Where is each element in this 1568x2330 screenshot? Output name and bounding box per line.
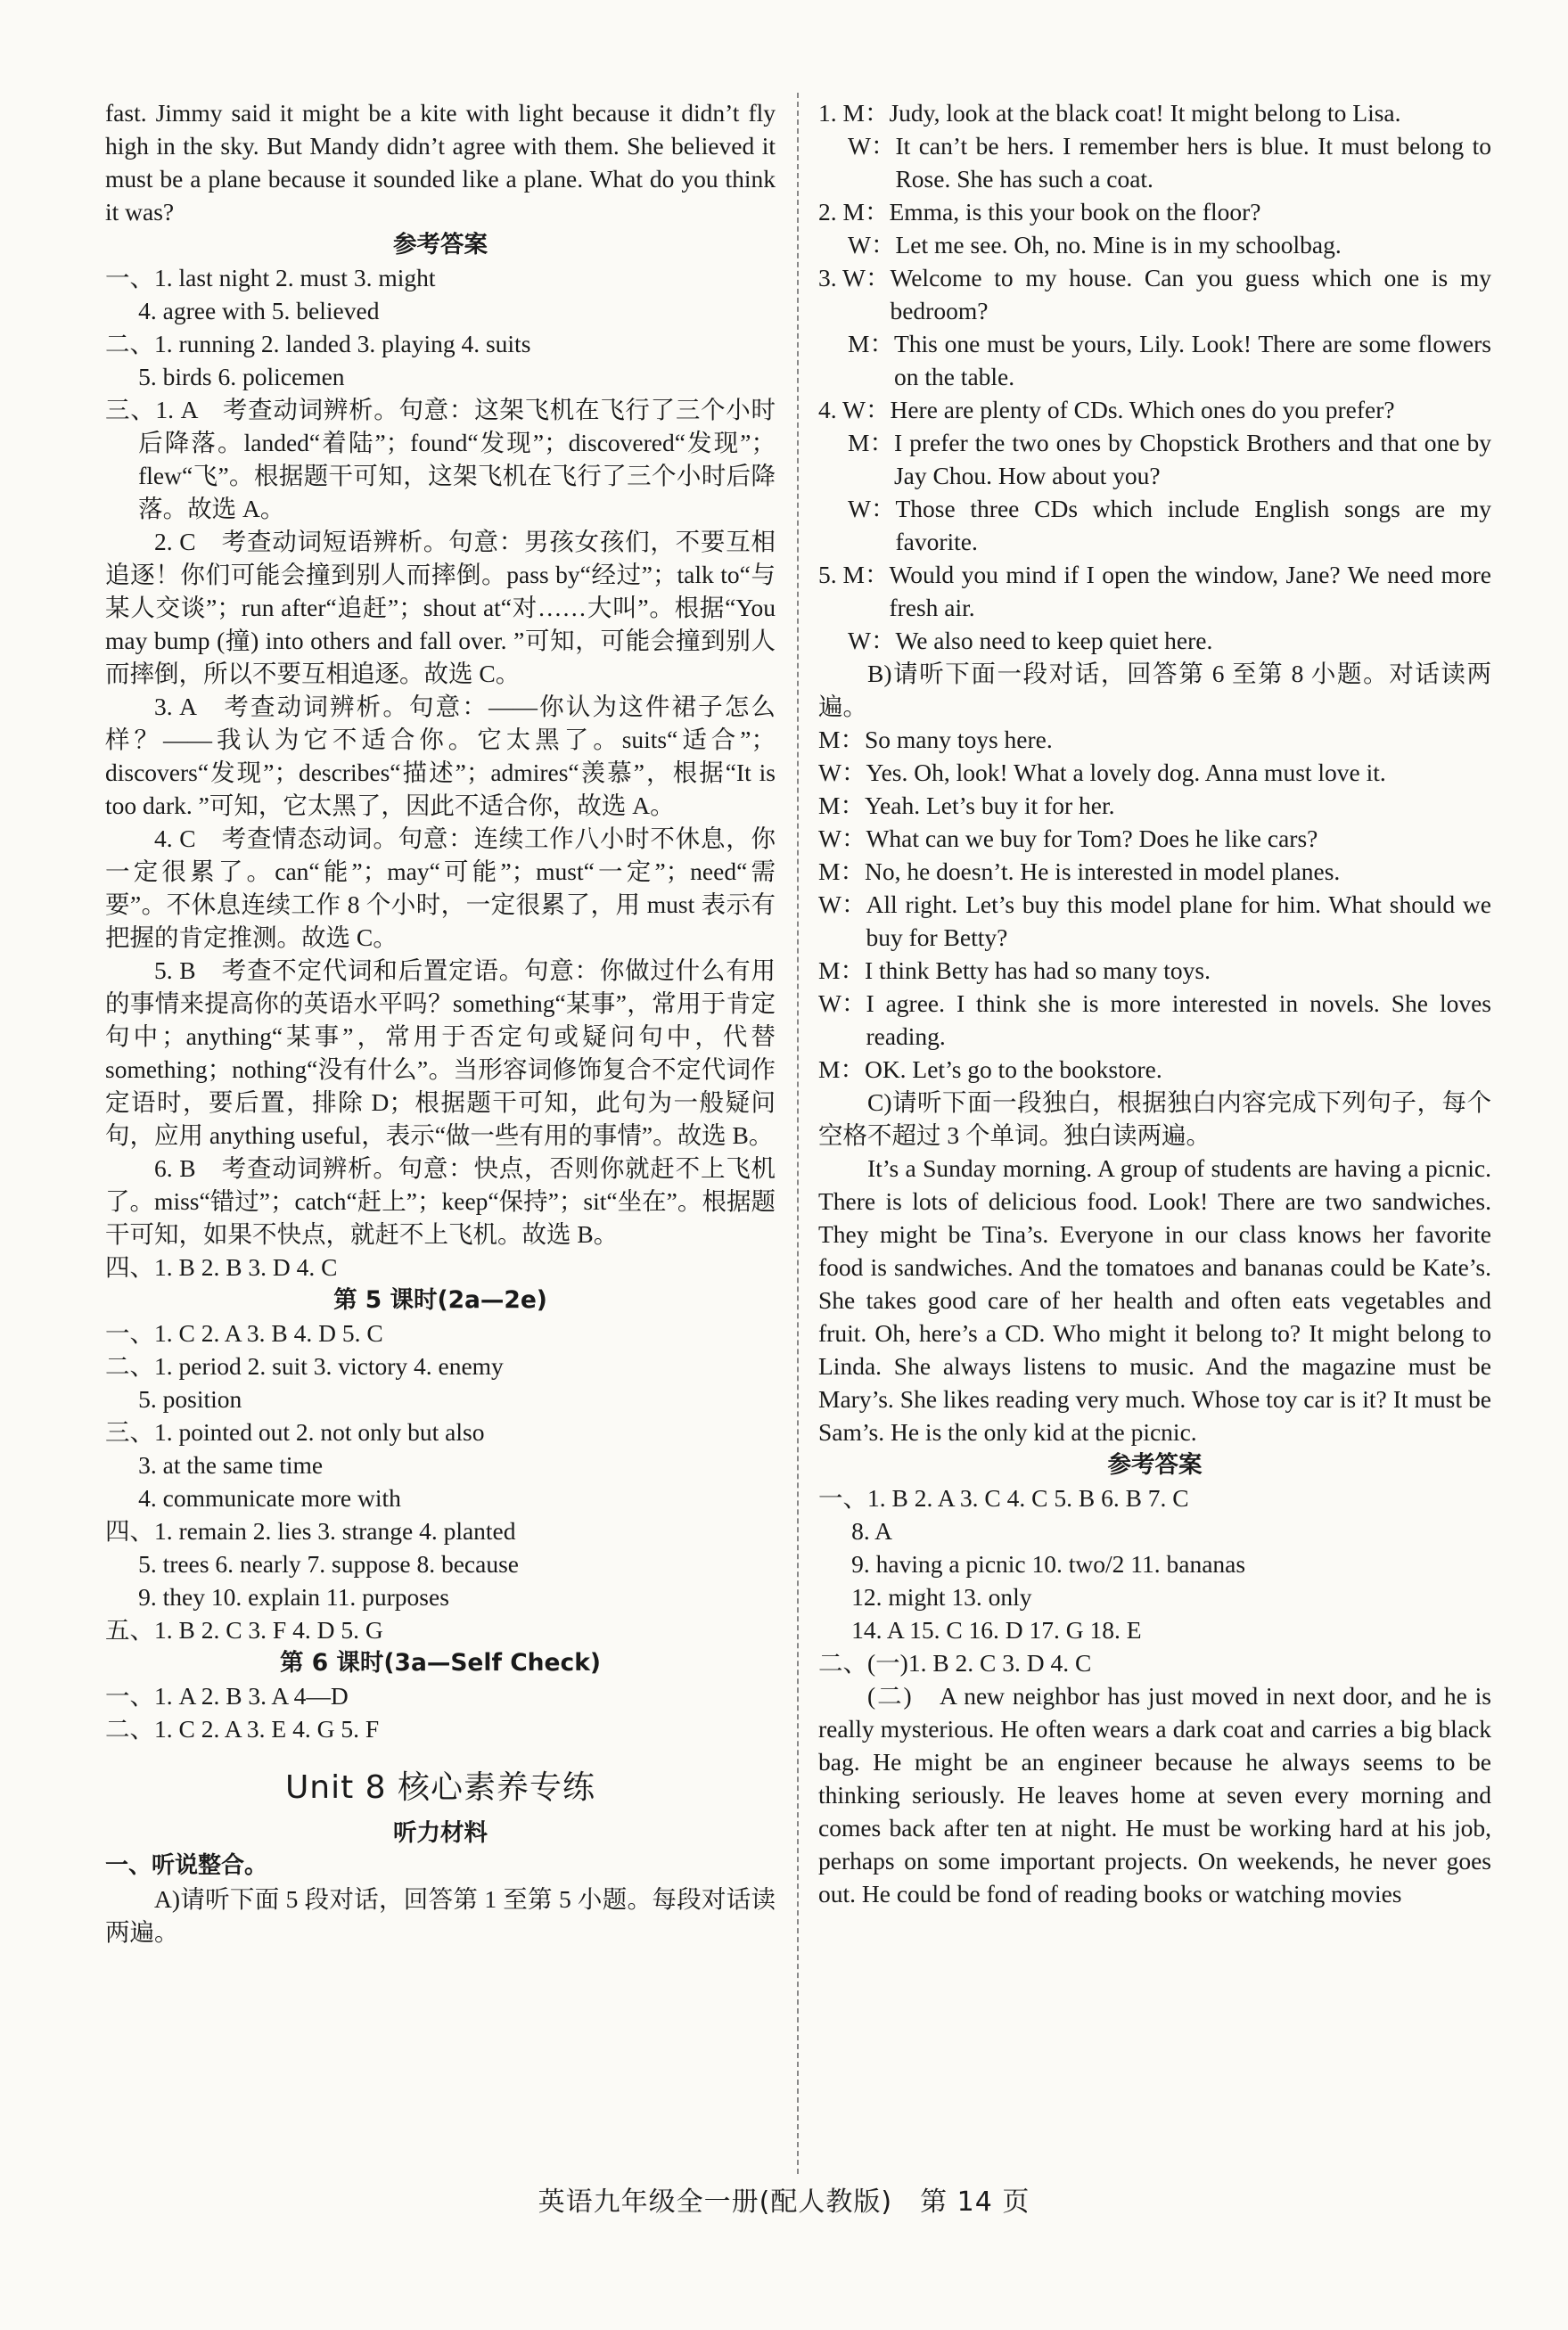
answer-line: 五、1. B 2. C 3. F 4. D 5. G (105, 1616, 383, 1644)
answer-line: 四、1. remain 2. lies 3. strange 4. planted (105, 1517, 516, 1545)
answer-line: 一、1. A 2. B 3. A 4—D (105, 1682, 349, 1710)
dialogue-line: M： No, he doesn’t. He is interested in model planes. (818, 857, 1341, 885)
dialogue-line: 4. W： Here are plenty of CDs. Which ones do you prefer? (818, 396, 1395, 423)
answer-line: 3. at the same time (138, 1451, 324, 1479)
answer-line: 一、1. B 2. A 3. C 4. C 5. B 6. B 7. C (818, 1484, 1189, 1512)
dialogue-line: M： I prefer the two ones by Chopstick Brothers and that one by Jay Chou. How about you? (848, 429, 1491, 489)
listening-heading: 听力材料 (393, 1819, 488, 1847)
dialogue-line: W： All right. Let’s buy this model plane for him. What should we buy for Betty? (818, 890, 1491, 951)
passage-ending: fast. Jimmy said it might be a kite with light because it didn’t fly high in the sky. But Mandy didn’t agree with them. She believed it must be a plane because it sounded like a plane. What do you think it was? (105, 99, 776, 226)
answer-line: 9. they 10. explain 11. purposes (138, 1583, 449, 1611)
section-instruction: C)请听下面一段独白，根据独白内容完成下列句子，每个空格不超过 3 个单词。独白读两遍。 (818, 1088, 1491, 1149)
explanation-item: 三、1. A 考查动词辨析。句意：这架飞机在飞行了三个小时后降落。landed“着陆”；found“发现”；discovered“发现”；flew“飞”。根据题干可知，这架飞机在飞行了三个小时后降落。故选 A。 (105, 396, 776, 522)
column-divider (797, 93, 799, 2174)
dialogue-line: M： This one must be yours, Lily. Look! There are some flowers on the table. (848, 330, 1491, 390)
page-footer: 英语九年级全一册(配人教版) 第 14 页 (538, 2186, 1030, 2218)
dialogue-line: W： Let me see. Oh, no. Mine is in my schoolbag. (848, 231, 1342, 258)
dialogue-line: 3. W： Welcome to my house. Can you guess which one is my bedroom? (818, 264, 1491, 324)
dialogue-line: W： We also need to keep quiet here. (848, 627, 1213, 654)
explanation-item: 4. C 考查情态动词。句意：连续工作八小时不休息，你一定很累了。can“能”；may“可能”；must“一定”；need“需要”。不休息连续工作 8 个小时，一定很累了，用 must 表示有把握的肯定推测。故选 C。 (105, 825, 776, 951)
section-title: 一、听说整合。 (105, 1852, 268, 1879)
answer-line: 四、1. B 2. B 3. D 4. C (105, 1253, 338, 1281)
answers-heading: 参考答案 (393, 231, 488, 258)
dialogue-line: M： I think Betty has had so many toys. (818, 956, 1211, 984)
lesson-heading: 第 6 课时(3a—Self Check) (280, 1649, 601, 1677)
dialogue-line: M： OK. Let’s go to the bookstore. (818, 1055, 1162, 1083)
answer-line: 三、1. pointed out 2. not only but also (105, 1418, 485, 1446)
answer-line: 8. A (851, 1517, 892, 1545)
dialogue-line: 5. M： Would you mind if I open the window, Jane? We need more fresh air. (818, 561, 1491, 621)
answer-line: 二、1. C 2. A 3. E 4. G 5. F (105, 1715, 380, 1743)
answer-line: 9. having a picnic 10. two/2 11. bananas (851, 1550, 1246, 1578)
answer-line: 4. communicate more with (138, 1484, 401, 1512)
explanation-item: 5. B 考查不定代词和后置定语。句意：你做过什么有用的事情来提高你的英语水平吗？something“某事”，常用于肯定句中；anything“某事”，常用于否定句或疑问句中，代替 something；nothing“没有什么”。当形容词修饰复合不定代词作定语时，要后置，排除 D；根据题干可知，此句为一般疑问句，应用 anything useful，表示“做一些有用的事情”。故选 B。 (105, 956, 776, 1149)
dialogue-line: W： What can we buy for Tom? Does he like cars? (818, 825, 1318, 852)
monologue-text: It’s a Sunday morning. A group of students are having a picnic. There is lots of delicious food. Look! There are two sandwiches. They might be Tina’s. Everyone in our class knows her favorite food is sandwiches. And the tomatoes and bananas could be Kate’s. She takes good care of her health and often eats vegetables and fruit. Oh, here’s a CD. Who might it belong to? It might belong to Linda. She always listens to music. And the magazine must be Mary’s. She likes reading very much. Whose toy car is it? It must be Sam’s. He is the only kid at the picnic. (818, 1154, 1491, 1446)
dialogue-line: M： So many toys here. (818, 726, 1053, 753)
dialogue-line: W： I agree. I think she is more interested in novels. She loves reading. (818, 989, 1491, 1050)
dialogue-line: W： Those three CDs which include English songs are my favorite. (848, 495, 1491, 555)
dialogue-line: 1. M： Judy, look at the black coat! It might belong to Lisa. (818, 99, 1401, 127)
dialogue-line: 2. M： Emma, is this your book on the floor? (818, 198, 1261, 226)
answer-line: 二、1. running 2. landed 3. playing 4. suits (105, 330, 531, 357)
explanation-item: 3. A 考查动词辨析。句意：——你认为这件裙子怎么样？——我认为它不适合你。它太黑了。suits“适合”；discovers“发现”；describes“描述”；admires“羡慕”，根据“It is too dark. ”可知，它太黑了，因此不适合你，故选 A。 (105, 693, 776, 819)
answer-line: 一、1. C 2. A 3. B 4. D 5. C (105, 1319, 383, 1347)
explanation-item: 2. C 考查动词短语辨析。句意：男孩女孩们，不要互相追逐！你们可能会撞到别人而摔倒。pass by“经过”；talk to“与某人交谈”；run after“追赶”；shout at“对……大叫”。根据“You may bump (撞) into others and fall over. ”可知，可能会撞到别人而摔倒，所以不要互相追逐。故选 C。 (105, 528, 776, 687)
answer-line: 12. might 13. only (851, 1583, 1032, 1611)
answer-line: 二、(一)1. B 2. C 3. D 4. C (818, 1649, 1092, 1677)
answer-line: 5. trees 6. nearly 7. suppose 8. because (138, 1550, 520, 1578)
dialogue-line: M： Yeah. Let’s buy it for her. (818, 792, 1115, 819)
answer-line: 4. agree with 5. believed (138, 297, 380, 324)
unit-title: Unit 8 核心素养专练 (284, 1769, 596, 1806)
reading-passage: (二) A new neighbor has just moved in next door, and he is really mysterious. He often wears a dark coat and carries a big black bag. He might be an engineer because he always seems to be thinking seriously. He leaves home at seven every morning and comes back after ten at night. He must be working hard at his job, perhaps on some important projects. On weekends, he never goes out. He could be fond of reading books or watching movies (818, 1682, 1491, 1907)
dialogue-line: W： Yes. Oh, look! What a lovely dog. Anna must love it. (818, 759, 1386, 786)
lesson-heading: 第 5 课时(2a—2e) (333, 1286, 547, 1314)
section-instruction: A)请听下面 5 段对话，回答第 1 至第 5 小题。每段对话读两遍。 (105, 1885, 776, 1946)
section-instruction: B)请听下面一段对话，回答第 6 至第 8 小题。对话读两遍。 (818, 660, 1491, 720)
answer-line: 5. birds 6. policemen (138, 363, 345, 390)
answer-line: 14. A 15. C 16. D 17. G 18. E (851, 1616, 1142, 1644)
answer-line: 一、1. last night 2. must 3. might (105, 264, 436, 291)
right-column (818, 96, 1491, 1910)
answer-line: 二、1. period 2. suit 3. victory 4. enemy (105, 1352, 504, 1380)
answer-line: 5. position (138, 1385, 242, 1413)
left-column (105, 96, 776, 1949)
answers-heading: 参考答案 (1107, 1451, 1203, 1479)
dialogue-line: W： It can’t be hers. I remember hers is blue. It must belong to Rose. She has such a coat. (848, 132, 1491, 193)
explanation-item: 6. B 考查动词辨析。句意：快点，否则你就赶不上飞机了。miss“错过”；catch“赶上”；keep“保持”；sit“坐在”。根据题干可知，如果不快点，就赶不上飞机。故选 B。 (105, 1154, 776, 1248)
